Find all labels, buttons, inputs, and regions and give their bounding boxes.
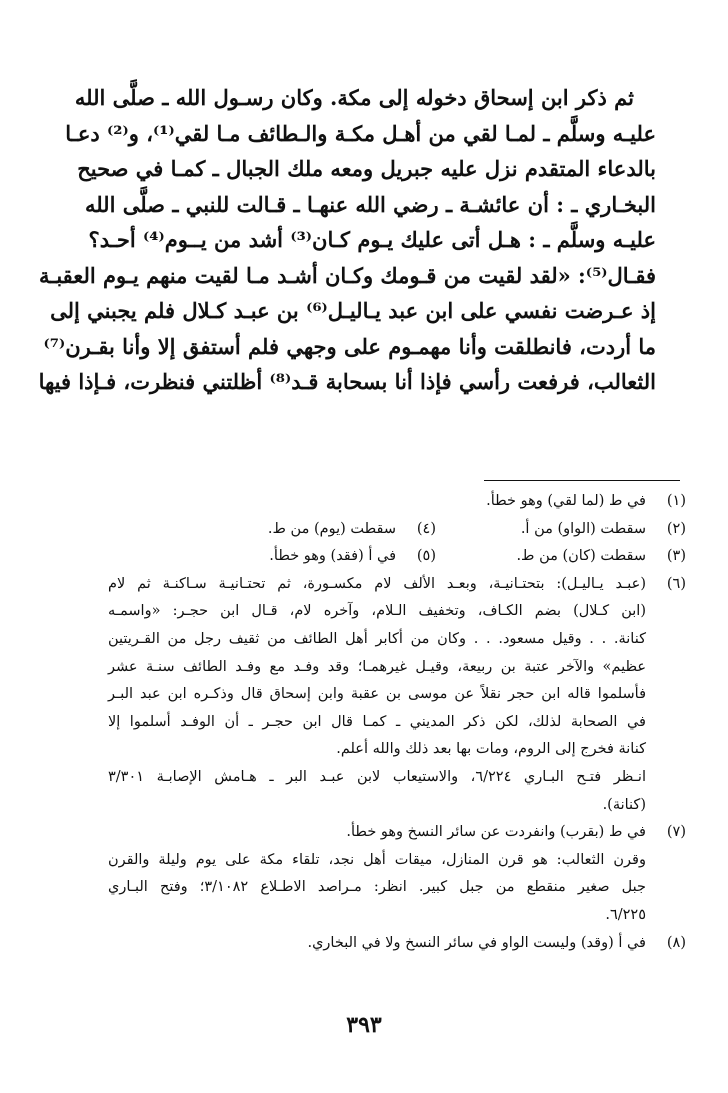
footnote-text: سقطت (كان) من ط.	[516, 548, 646, 565]
footnote-number: (٢)	[666, 520, 686, 537]
footnote-reference: انـظر فتـح البـاري ٦/٢٢٤، والاستيعاب لابن عبـد البر ـ هـامش الإصابـة ٣/٣٠١	[108, 768, 646, 785]
main-text-line: عليـه وسلَّم ـ لمـا لقي من أهـل مكـة والـطائف مـا لقي⁽¹⁾، و⁽²⁾ دعـا	[65, 120, 656, 146]
footnote-1	[108, 488, 686, 516]
footnote-text-line: كنانة فخرج إلى الروم، ومات بها بعد ذلك والله أعلم.	[336, 741, 646, 758]
footnote-reference: (كنانة).	[602, 796, 646, 813]
footnote-text-line: جبل صغير منقطع من جبل كبير. انظر: مـراصد الاطـلاع ٣/١٠٨٢؛ وفتح البـاري	[108, 879, 646, 896]
footnote-8	[108, 930, 686, 958]
footnote-number: (٤)	[416, 520, 436, 537]
footnote-row-2-4	[108, 516, 686, 544]
footnote-text-line: وقرن الثعالب: هو قرن المنازل، ميقات أهل نجد، تلقاء مكة على يوم وليلة والقرن	[108, 851, 646, 868]
footnote-text-line: ٦/٢٢٥.	[605, 906, 646, 923]
main-text	[38, 80, 656, 400]
main-text-line: ما أردت، فانطلقت وأنا مهمـوم على وجهي فلم أستفق إلا وأنا بقـرن⁽⁷⁾	[43, 333, 656, 359]
footnote-text-line: فأسلموا قاله ابن حجر نقلاً عن موسى بن عقبة وابن إسحاق قال وذكـره ابن عبد البـر	[108, 686, 646, 703]
footnote-text-line: في ط (بقرب) وانفردت عن سائر النسخ وهو خطأ.	[346, 824, 646, 841]
footnote-separator	[484, 480, 680, 481]
footnote-text-line: (ابن كـلال) بضم الكـاف، وتخفيف الـلام، وآخره لام، قـال ابن حجـر: «واسمـه	[108, 603, 646, 620]
main-text-line: إذ عـرضت نفسي على ابن عبد يـاليـل⁽⁶⁾ بن عبـد كـلال فلم يجبني إلى	[50, 298, 656, 323]
footnote-number: (٣)	[666, 548, 686, 565]
footnote-number: (٦)	[666, 575, 686, 592]
footnote-7	[108, 819, 686, 929]
footnote-row-3-5	[108, 543, 686, 571]
footnote-text: في أ (فقد) وهو خطأ.	[269, 548, 396, 565]
main-text-line: عليـه وسلَّم ـ : هـل أتى عليك يـوم كـان⁽³⁾ أشد من يــوم⁽⁴⁾ أحـد؟	[88, 227, 656, 252]
page-number: ٣٩٣	[346, 1012, 382, 1038]
footnote-number: (٨)	[666, 934, 686, 951]
main-text-line: بالدعاء المتقدم نزل عليه جبريل ومعه ملك الجبال ـ كمـا في صحيح	[77, 156, 656, 181]
footnote-text-line: كنانة. . . وقيل مسعود. . . وكان من أكابر أهل الطائف من ثقيف رجل من القـريتين	[108, 630, 646, 647]
footnote-text-line: (عبـد يـاليـل): بتحتـانيـة، وبعـد الألف لام مكسـورة، ثم تحتـانيـة سـاكنـة ثم لام	[108, 575, 646, 592]
main-text-line: الثعالب، فرفعت رأسي فإذا أنا بسحابة قـد⁽⁸⁾ أظلتني فنظرت، فـإذا فيها	[38, 369, 656, 394]
footnotes	[108, 488, 686, 957]
footnote-6	[108, 571, 686, 819]
footnote-number: (١)	[666, 493, 686, 509]
footnote-text-line: في الصحابة لذلك، لكن ذكر المديني ـ كمـا قال ابن حجـر ـ أن الوفـد أسلموا إلا	[108, 713, 646, 730]
footnote-number: (٥)	[416, 548, 436, 565]
main-text-line: فقـال⁽⁵⁾: «لقد لقيت من قـومك وكـان أشـد مـا لقيت منهم يـوم العقبـة	[38, 262, 656, 288]
footnote-text: في ط (لما لقي) وهو خطأ.	[486, 493, 646, 509]
footnote-text: سقطت (يوم) من ط.	[267, 520, 396, 537]
main-text-line: البخـاري ـ : أن عائشـة ـ رضي الله عنهـا ـ قـالت للنبي ـ صلَّى الله	[84, 191, 656, 217]
footnote-text: سقطت (الواو) من أ.	[520, 520, 646, 537]
footnote-text: في أ (وقد) وليست الواو في سائر النسخ ولا في البخاري.	[307, 934, 646, 951]
main-text-line: ثم ذكر ابن إسحاق دخوله إلى مكة. وكان رسـول الله ـ صلَّى الله	[74, 85, 634, 110]
footnote-number: (٧)	[666, 824, 686, 841]
footnote-text-line: عظيم» والآخر عتبة بن ربيعة، وقيـل غيرهمـا؛ وقد وفـد مع وفـد الطائف سنـة عشر	[108, 658, 646, 675]
